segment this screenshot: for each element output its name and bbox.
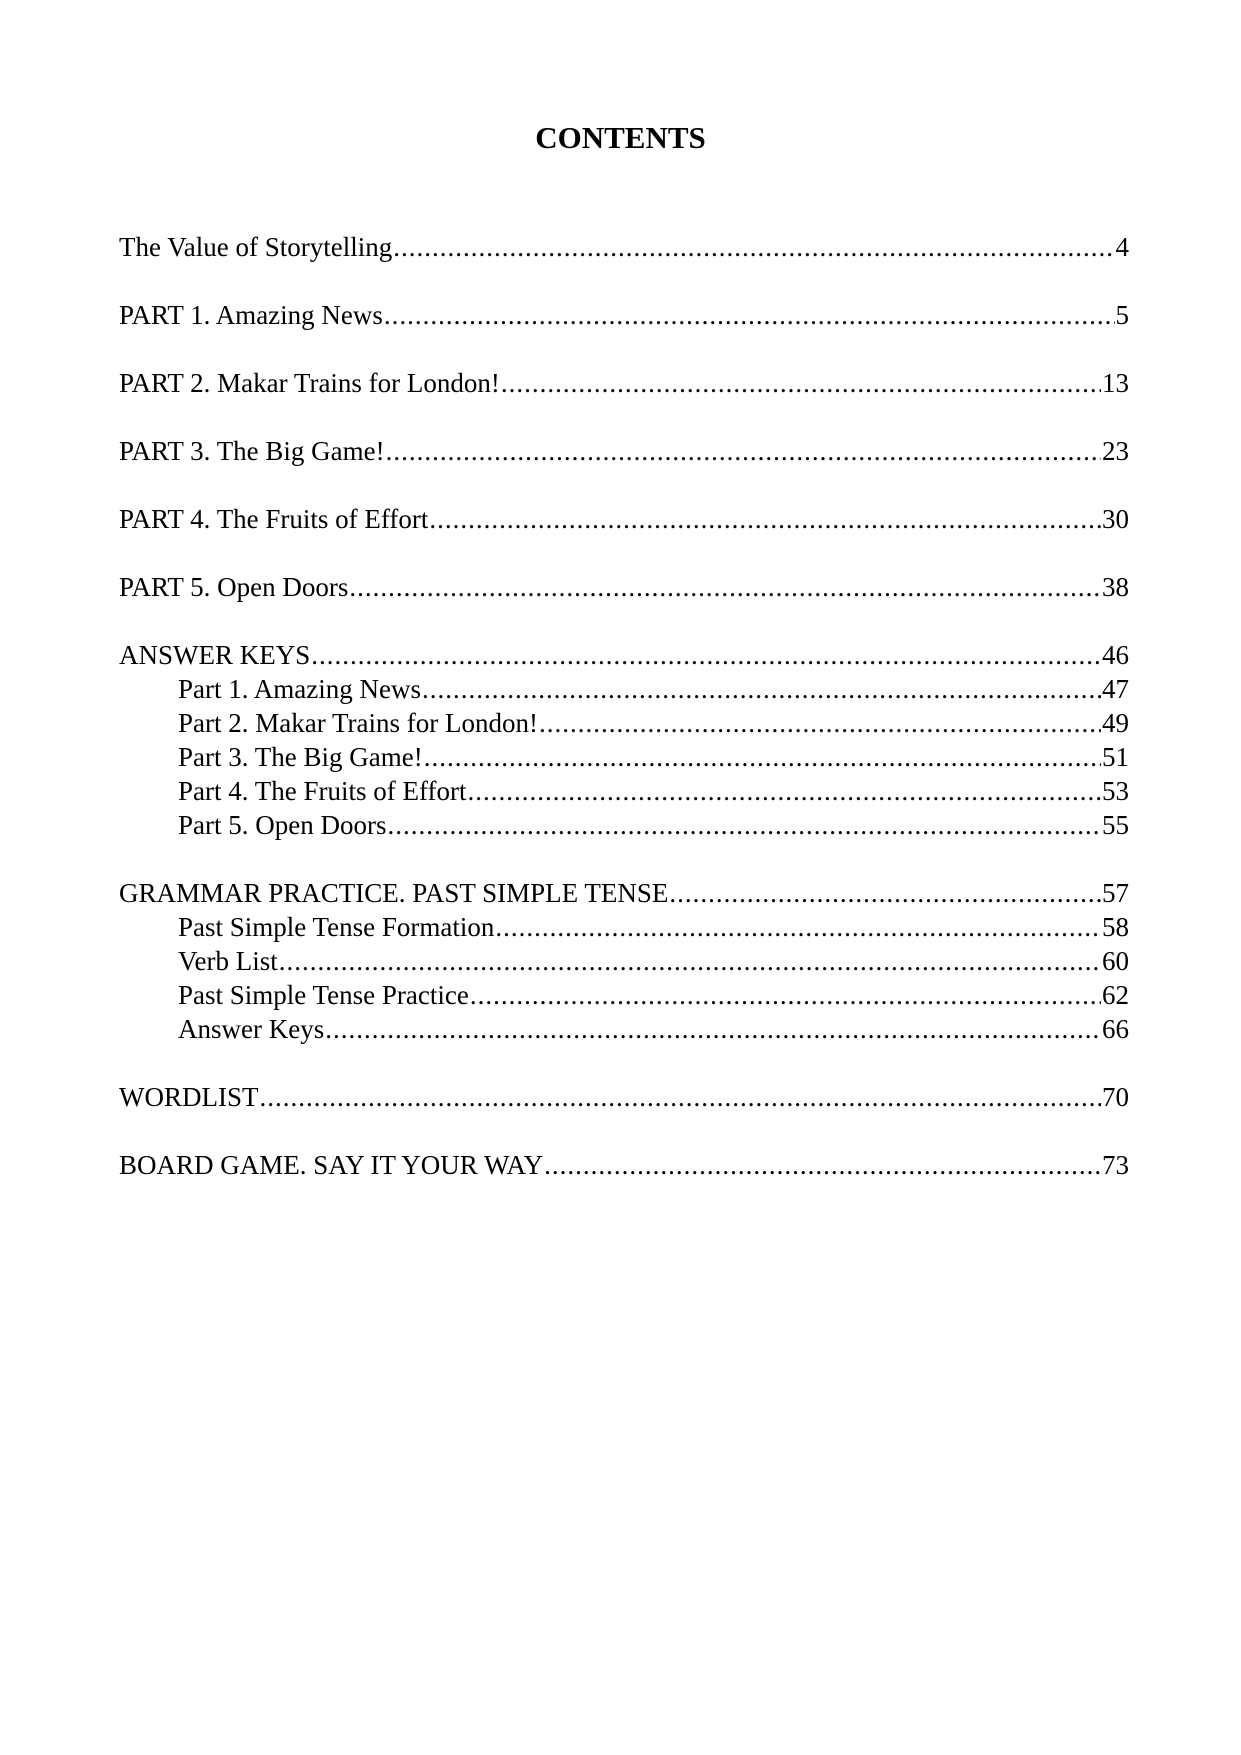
toc-entry-part-5[interactable] [119,570,1129,604]
toc-entry-label: PART 2. Makar Trains for London! [119,368,500,398]
toc-subentry-answer-part-1[interactable] [119,672,1129,706]
toc-entry-part-2[interactable] [119,366,1129,400]
dot-leader [259,1080,1101,1114]
toc-entry-page-number: 49 [1102,708,1129,738]
toc-subentry-answer-part-5[interactable] [119,808,1129,842]
toc-entry-label: PART 4. The Fruits of Effort [119,504,429,534]
toc-entry-answer-keys[interactable] [119,638,1129,672]
toc-subentry-grammar-answer-keys[interactable] [119,1012,1129,1046]
toc-entry-value-of-storytelling[interactable] [119,230,1129,264]
toc-entry-page-number: 38 [1102,572,1129,602]
toc-entry-page-number: 73 [1102,1150,1129,1180]
dot-leader [422,672,1101,706]
dot-leader [311,638,1101,672]
toc-subentry-tense-practice[interactable] [119,978,1129,1012]
toc-entry-page-number: 4 [1115,232,1129,262]
toc-entry-page-number: 53 [1102,776,1129,806]
toc-entry-label: Part 2. Makar Trains for London! [178,708,538,738]
table-of-contents [119,230,1129,1182]
dot-leader [501,366,1101,400]
dot-leader [539,706,1101,740]
dot-leader [669,876,1101,910]
toc-entry-page-number: 55 [1102,810,1129,840]
toc-entry-page-number: 57 [1102,878,1129,908]
toc-entry-label: Past Simple Tense Practice [178,980,469,1010]
toc-subentry-verb-list[interactable] [119,944,1129,978]
toc-entry-grammar-practice[interactable] [119,876,1129,910]
dot-leader [429,502,1101,536]
toc-entry-label: Answer Keys [178,1014,325,1044]
dot-leader [384,298,1115,332]
dot-leader [325,1012,1101,1046]
toc-entry-label: PART 5. Open Doors [119,572,349,602]
toc-entry-page-number: 47 [1102,674,1129,704]
toc-entry-label: Part 1. Amazing News [178,674,421,704]
toc-entry-part-4[interactable] [119,502,1129,536]
toc-subentry-tense-formation[interactable] [119,910,1129,944]
toc-entry-label: ANSWER KEYS [119,640,311,670]
toc-entry-label: PART 3. The Big Game! [119,436,385,466]
toc-subentry-answer-part-2[interactable] [119,706,1129,740]
toc-entry-label: Part 4. The Fruits of Effort [178,776,467,806]
toc-entry-label: WORDLIST [119,1082,259,1112]
dot-leader [386,434,1101,468]
dot-leader [387,808,1101,842]
toc-entry-board-game[interactable] [119,1148,1129,1182]
dot-leader [424,740,1101,774]
dot-leader [495,910,1101,944]
toc-entry-page-number: 58 [1102,912,1129,942]
dot-leader [544,1148,1101,1182]
toc-subentry-answer-part-3[interactable] [119,740,1129,774]
toc-entry-page-number: 66 [1102,1014,1129,1044]
toc-entry-page-number: 51 [1102,742,1129,772]
toc-entry-label: PART 1. Amazing News [119,300,383,330]
dot-leader [467,774,1101,808]
toc-entry-label: The Value of Storytelling [119,232,393,262]
page-title: CONTENTS [535,120,706,155]
toc-entry-part-1[interactable] [119,298,1129,332]
toc-entry-page-number: 70 [1102,1082,1129,1112]
toc-subentry-answer-part-4[interactable] [119,774,1129,808]
dot-leader [393,230,1114,264]
toc-entry-label: Past Simple Tense Formation [178,912,495,942]
toc-entry-label: Part 5. Open Doors [178,810,387,840]
toc-entry-label: GRAMMAR PRACTICE. PAST SIMPLE TENSE [119,878,669,908]
toc-entry-part-3[interactable] [119,434,1129,468]
toc-entry-page-number: 60 [1102,946,1129,976]
toc-entry-page-number: 13 [1102,368,1129,398]
toc-entry-label: Part 3. The Big Game! [178,742,423,772]
dot-leader [349,570,1101,604]
toc-entry-page-number: 23 [1102,436,1129,466]
toc-entry-page-number: 46 [1102,640,1129,670]
toc-entry-label: Verb List [178,946,278,976]
toc-entry-page-number: 30 [1102,504,1129,534]
toc-entry-wordlist[interactable] [119,1080,1129,1114]
toc-entry-page-number: 5 [1115,300,1129,330]
dot-leader [470,978,1101,1012]
dot-leader [279,944,1101,978]
toc-entry-page-number: 62 [1102,980,1129,1010]
toc-entry-label: BOARD GAME. SAY IT YOUR WAY [119,1150,544,1180]
